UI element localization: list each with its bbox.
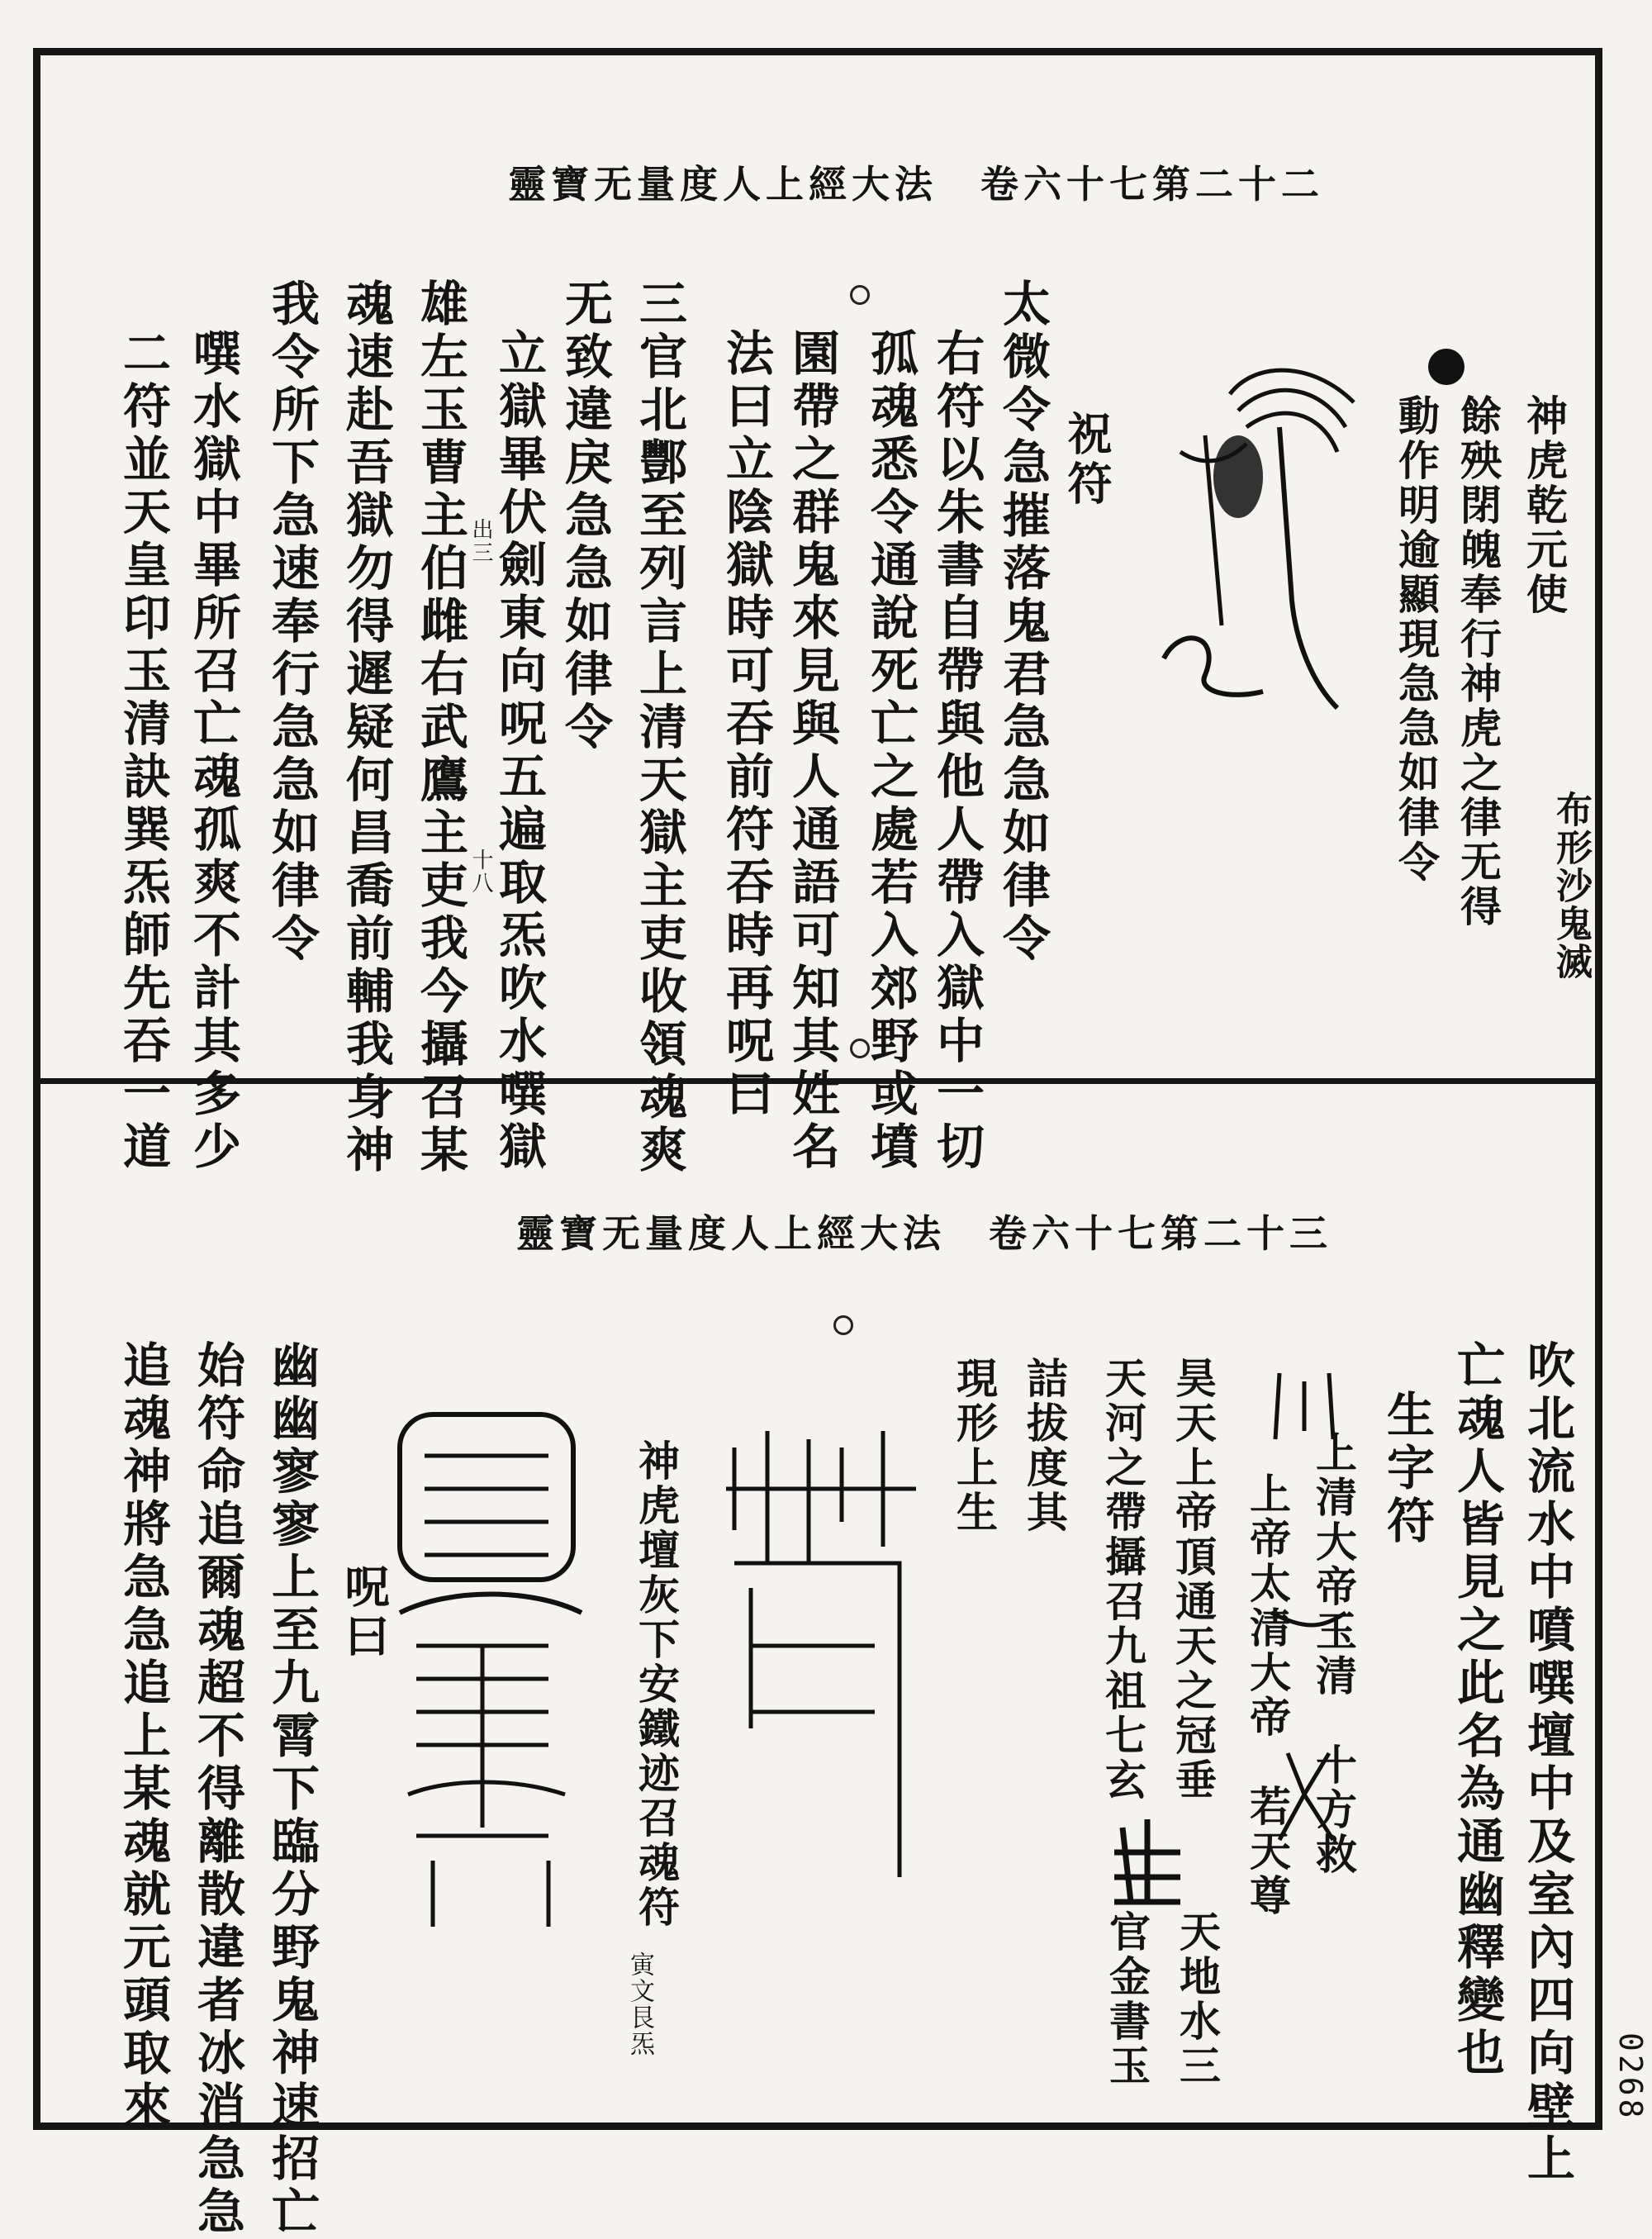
top-text-col-10: 魂速赴吾獄勿得遲疑何昌喬前輔我身神	[338, 278, 394, 1177]
bottom-sheng-talisman	[1255, 1365, 1354, 1844]
top-dot-mark	[1428, 349, 1464, 385]
bottom-text-col-4: 上清大帝玉清 十方救	[1309, 1431, 1358, 1877]
top-page-header: 靈寶无量度人上經大法 卷六十七第二十二	[508, 162, 1324, 207]
top-talisman-title: 祝符	[1061, 411, 1113, 510]
top-text-col-9: 雄左玉曹主伯雌右武鷹主吏我今攝召某	[412, 278, 468, 1177]
bottom-text-col-2: 亡魂人皆見之此名為通幽釋變也	[1449, 1340, 1505, 2080]
top-text-col-4: 園帶之群鬼來見與人通語可知其姓名	[784, 328, 840, 1174]
bottom-spell-col-2: 始符命追爾魂超不得離散違者冰消急急	[189, 1340, 245, 2239]
bottom-circle-mark	[833, 1315, 853, 1335]
top-right-col-2: 餘殃閉魄奉行神虎之律无得	[1454, 394, 1502, 929]
top-right-label: 布形沙鬼滅	[1550, 791, 1592, 981]
top-text-col-2: 右符以朱書自帶與他人帶入獄中一切	[928, 328, 985, 1174]
bottom-text-col-1: 吹北流水中噴噀壇中及室內四向壁上	[1519, 1340, 1575, 2186]
top-text-col-5: 法曰立陰獄時可吞前符吞時再呪曰	[718, 328, 774, 1121]
bottom-talisman-caption: 神虎壇灰下安鐵迹召魂符	[632, 1439, 681, 1930]
bottom-spell-title: 呪曰	[338, 1563, 391, 1662]
top-talisman-figure	[1131, 328, 1379, 741]
bottom-spell-col-3: 追魂神將急急追上某魂就元頭取來	[115, 1340, 171, 2133]
bottom-text-col-6: 昊天上帝頂通天之冠垂	[1169, 1357, 1218, 1803]
top-circle-mark-1	[850, 285, 870, 305]
bottom-panel	[40, 1084, 1595, 2239]
top-text-col-3: 孤魂悉令通說死亡之處若入郊野或墳	[862, 328, 919, 1174]
bottom-large-talisman	[718, 1398, 924, 1877]
page-number: 0268	[1612, 2032, 1649, 2122]
top-text-col-12: 噀水獄中畢所召亡魂孤爽不計其多少	[185, 328, 241, 1174]
bottom-text-col-8: 詰拔度其	[1020, 1357, 1069, 1535]
bottom-sheng-glyph	[1106, 1811, 1189, 1910]
page-frame	[33, 48, 1602, 2239]
top-text-col-13: 二符並天皇印玉清訣巽炁師先吞一道	[115, 328, 171, 1174]
top-text-col-11: 我令所下急速奉行急急如律令	[263, 278, 320, 966]
bottom-text-col-7: 天河之帶攝召九祖七玄	[1099, 1357, 1147, 1803]
top-note-b: 十八	[468, 849, 493, 895]
top-right-col-1: 神虎乾元使	[1520, 394, 1569, 617]
bottom-sub-col-1: 天地水三	[1173, 1910, 1222, 2089]
top-text-col-7: 无致違戾急急如律令	[557, 278, 613, 754]
top-right-col-3: 動作明逾顯現急急如律令	[1392, 394, 1441, 885]
bottom-page-header: 靈寶无量度人上經大法 卷六十七第二十三	[516, 1211, 1332, 1256]
top-text-col-8: 立獄畢伏劍東向呪五遍取炁吹水噀獄	[491, 328, 547, 1174]
bottom-text-col-3: 生字符	[1379, 1390, 1435, 1548]
bottom-text-col-5: 上帝太清大帝 若天尊	[1243, 1472, 1292, 1918]
bottom-talisman-caption-note: 寅文艮炁	[625, 1951, 654, 2057]
bottom-spell-col-1: 幽幽寥寥上至九霄下臨分野鬼神速招亡	[263, 1340, 320, 2239]
top-panel	[40, 55, 1595, 1177]
bottom-seal-talisman	[383, 1398, 598, 1935]
bottom-text-col-9: 現形上生	[950, 1357, 999, 1535]
bottom-sub-col-2: 官金書玉	[1103, 1910, 1151, 2089]
top-text-col-6: 三官北酆至列言上清天獄主吏收領魂爽	[631, 278, 687, 1177]
top-note-a: 出三	[468, 518, 493, 564]
top-text-col-1: 太微令急摧落鬼君急急如律令	[995, 278, 1051, 966]
